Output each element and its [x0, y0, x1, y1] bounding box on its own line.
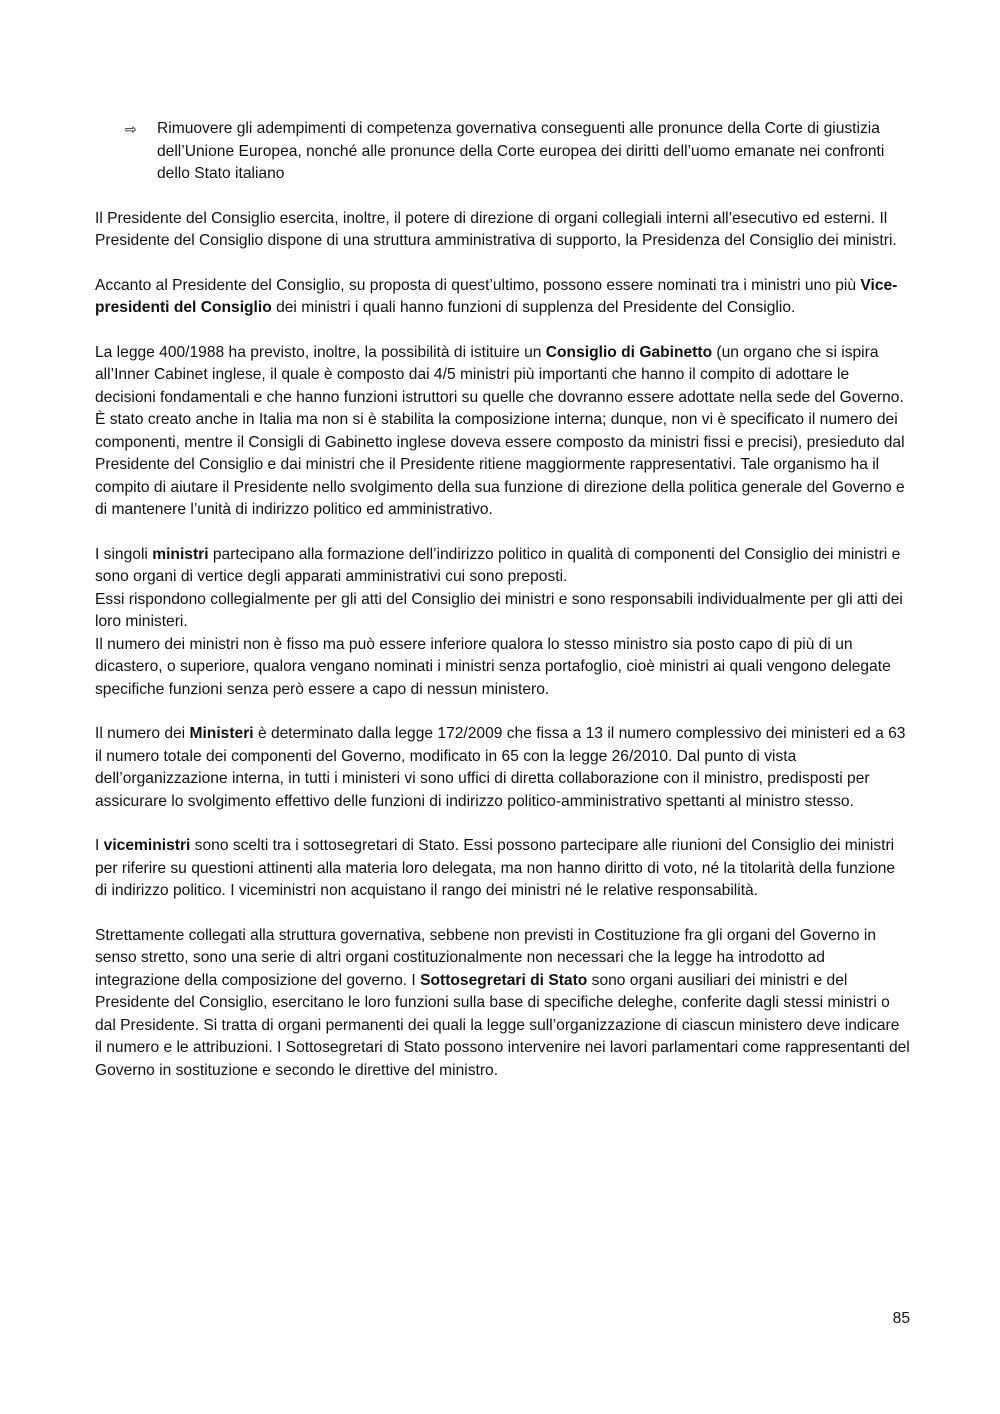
paragraph-viceministri	[95, 835, 910, 903]
bold-term: ministri	[152, 545, 209, 563]
text-run: partecipano alla formazione dell’indirizzo politico in qualità di componenti del Consiglio dei ministri e sono organi di vertice degli apparati amministrativi cui sono preposti.	[95, 545, 901, 585]
paragraph-text	[95, 835, 910, 903]
bold-term: Ministeri	[189, 725, 254, 742]
paragraph-ministri	[95, 544, 910, 702]
bold-term: Consiglio di Gabinetto	[545, 343, 713, 361]
paragraph-text	[95, 342, 910, 522]
bold-term: Vice-presidenti del Consiglio	[95, 276, 898, 316]
paragraph-sottosegretari	[95, 925, 910, 1083]
text-run: La legge 400/1988 ha previsto, inoltre, la possibilità di istituire un	[95, 343, 546, 361]
text-run: Accanto al Presidente del Consiglio, su proposta di quest’ultimo, possono essere nominati tra i ministri uno più	[95, 276, 861, 294]
paragraph-line	[95, 544, 910, 589]
paragraph-text	[95, 275, 910, 320]
paragraph-line: Il numero dei ministri non è fisso ma può essere inferiore qualora lo stesso ministro sia posto capo di più di un dicastero, o superiore, qualora vengano nominati i ministri senza portafoglio, cioè ministri ai quali vengono delegate specifiche funzioni senza però essere a capo di nessun ministero.	[95, 635, 891, 698]
arrow-right-outline-icon: ⇨	[125, 121, 137, 137]
text-run: sono scelti tra i sottosegretari di Stato. Essi possono partecipare alle riunioni del Consiglio dei ministri per riferire su questioni attinenti alla materia loro delegata, ma non hanno diritto di voto, né la titolarità della funzione di indirizzo politico. I viceministri non acquistano il rango dei ministri né le relative responsabilità.	[95, 837, 896, 899]
text-run: dei ministri i quali hanno funzioni di supplenza del Presidente del Consiglio.	[271, 299, 796, 316]
paragraph-text: Il Presidente del Consiglio esercita, inoltre, il potere di direzione di organi collegiali interni all’esecutivo ed esterni. Il Presidente del Consiglio dispone di una struttura amministrativa di supporto, la Presidenza del Consiglio dei ministri.	[95, 209, 897, 249]
paragraph-text	[95, 925, 910, 1083]
page-content	[95, 118, 910, 1104]
text-run: sono organi ausiliari dei ministri e del Presidente del Consiglio, esercitano le loro funzioni sulla base di specifiche deleghe, conferite dagli stessi ministri o dal Presidente. Si tratta di organi permanenti dei quali la legge sull’organizzazione di ciascun ministero deve indicare il numero e le attribuzioni. I Sottosegretari di Stato possono intervenire nei lavori parlamentari come rappresentanti del Governo in sostituzione e secondo le direttive del ministro.	[95, 971, 910, 1079]
bold-term: viceministri	[103, 837, 191, 854]
bold-term: Sottosegretari di Stato	[420, 971, 588, 989]
text-run: Il numero dei	[95, 725, 190, 742]
bullet-item	[125, 118, 910, 186]
paragraph-line: Essi rispondono collegialmente per gli atti del Consiglio dei ministri e sono responsabili individualmente per gli atti dei loro ministeri.	[95, 590, 903, 630]
page-number: 85	[892, 1310, 910, 1327]
paragraph-ministeri	[95, 723, 910, 813]
text-run: (un organo che si ispira all’Inner Cabinet inglese, il quale è composto dai 4/5 ministri più importanti che hanno il compito di adottare le decisioni fondamentali e che hanno funzioni istruttori su quelle che dovranno essere adottate nella sede del Governo. È stato creato anche in Italia ma non si è stabilita la composizione interna; dunque, non vi è specificato il numero dei componenti, mentre il Consigli di Gabinetto inglese doveva essere composto da ministri fissi e precisi), presieduto dal Presidente del Consiglio e dai ministri che il Presidente ritiene maggiormente rappresentativi. Tale organismo ha il compito di aiutare il Presidente nello svolgimento della sua funzione di direzione della politica generale del Governo e di mantenere l’unità di indirizzo politico ed amministrativo.	[95, 343, 905, 518]
paragraph-presidente-poteri	[95, 208, 910, 253]
paragraph-vice-presidenti	[95, 275, 910, 320]
text-run: è determinato dalla legge 172/2009 che fissa a 13 il numero complessivo dei ministeri ed a 63 il numero totale dei componenti del Governo, modificato in 65 con la legge 26/2010. Dal punto di vista dell’organizzazione interna, in tutti i ministeri vi sono uffici di diretta collaborazione con il ministro, predisposti per assicurare lo svolgimento effettivo delle funzioni di indirizzo politico-amministrativo spettanti al ministro stesso.	[95, 725, 906, 810]
paragraph-text	[95, 723, 910, 813]
text-run: I	[95, 837, 104, 854]
bullet-text: Rimuovere gli adempimenti di competenza governativa conseguenti alle pronunce della Corte di giustizia dell’Unione Europea, nonché alle pronunce della Corte europea dei diritti dell’uomo emanate nei confronti dello Stato italiano	[157, 120, 885, 182]
text-run: I singoli	[95, 545, 153, 563]
paragraph-consiglio-gabinetto	[95, 342, 910, 522]
text-run: Strettamente collegati alla struttura governativa, sebbene non previsti in Costituzione fra gli organi del Governo in senso stretto, sono una serie di altri organi costituzionalmente non necessari che la legge ha introdotto ad integrazione della composizione del governo. I	[95, 926, 876, 989]
